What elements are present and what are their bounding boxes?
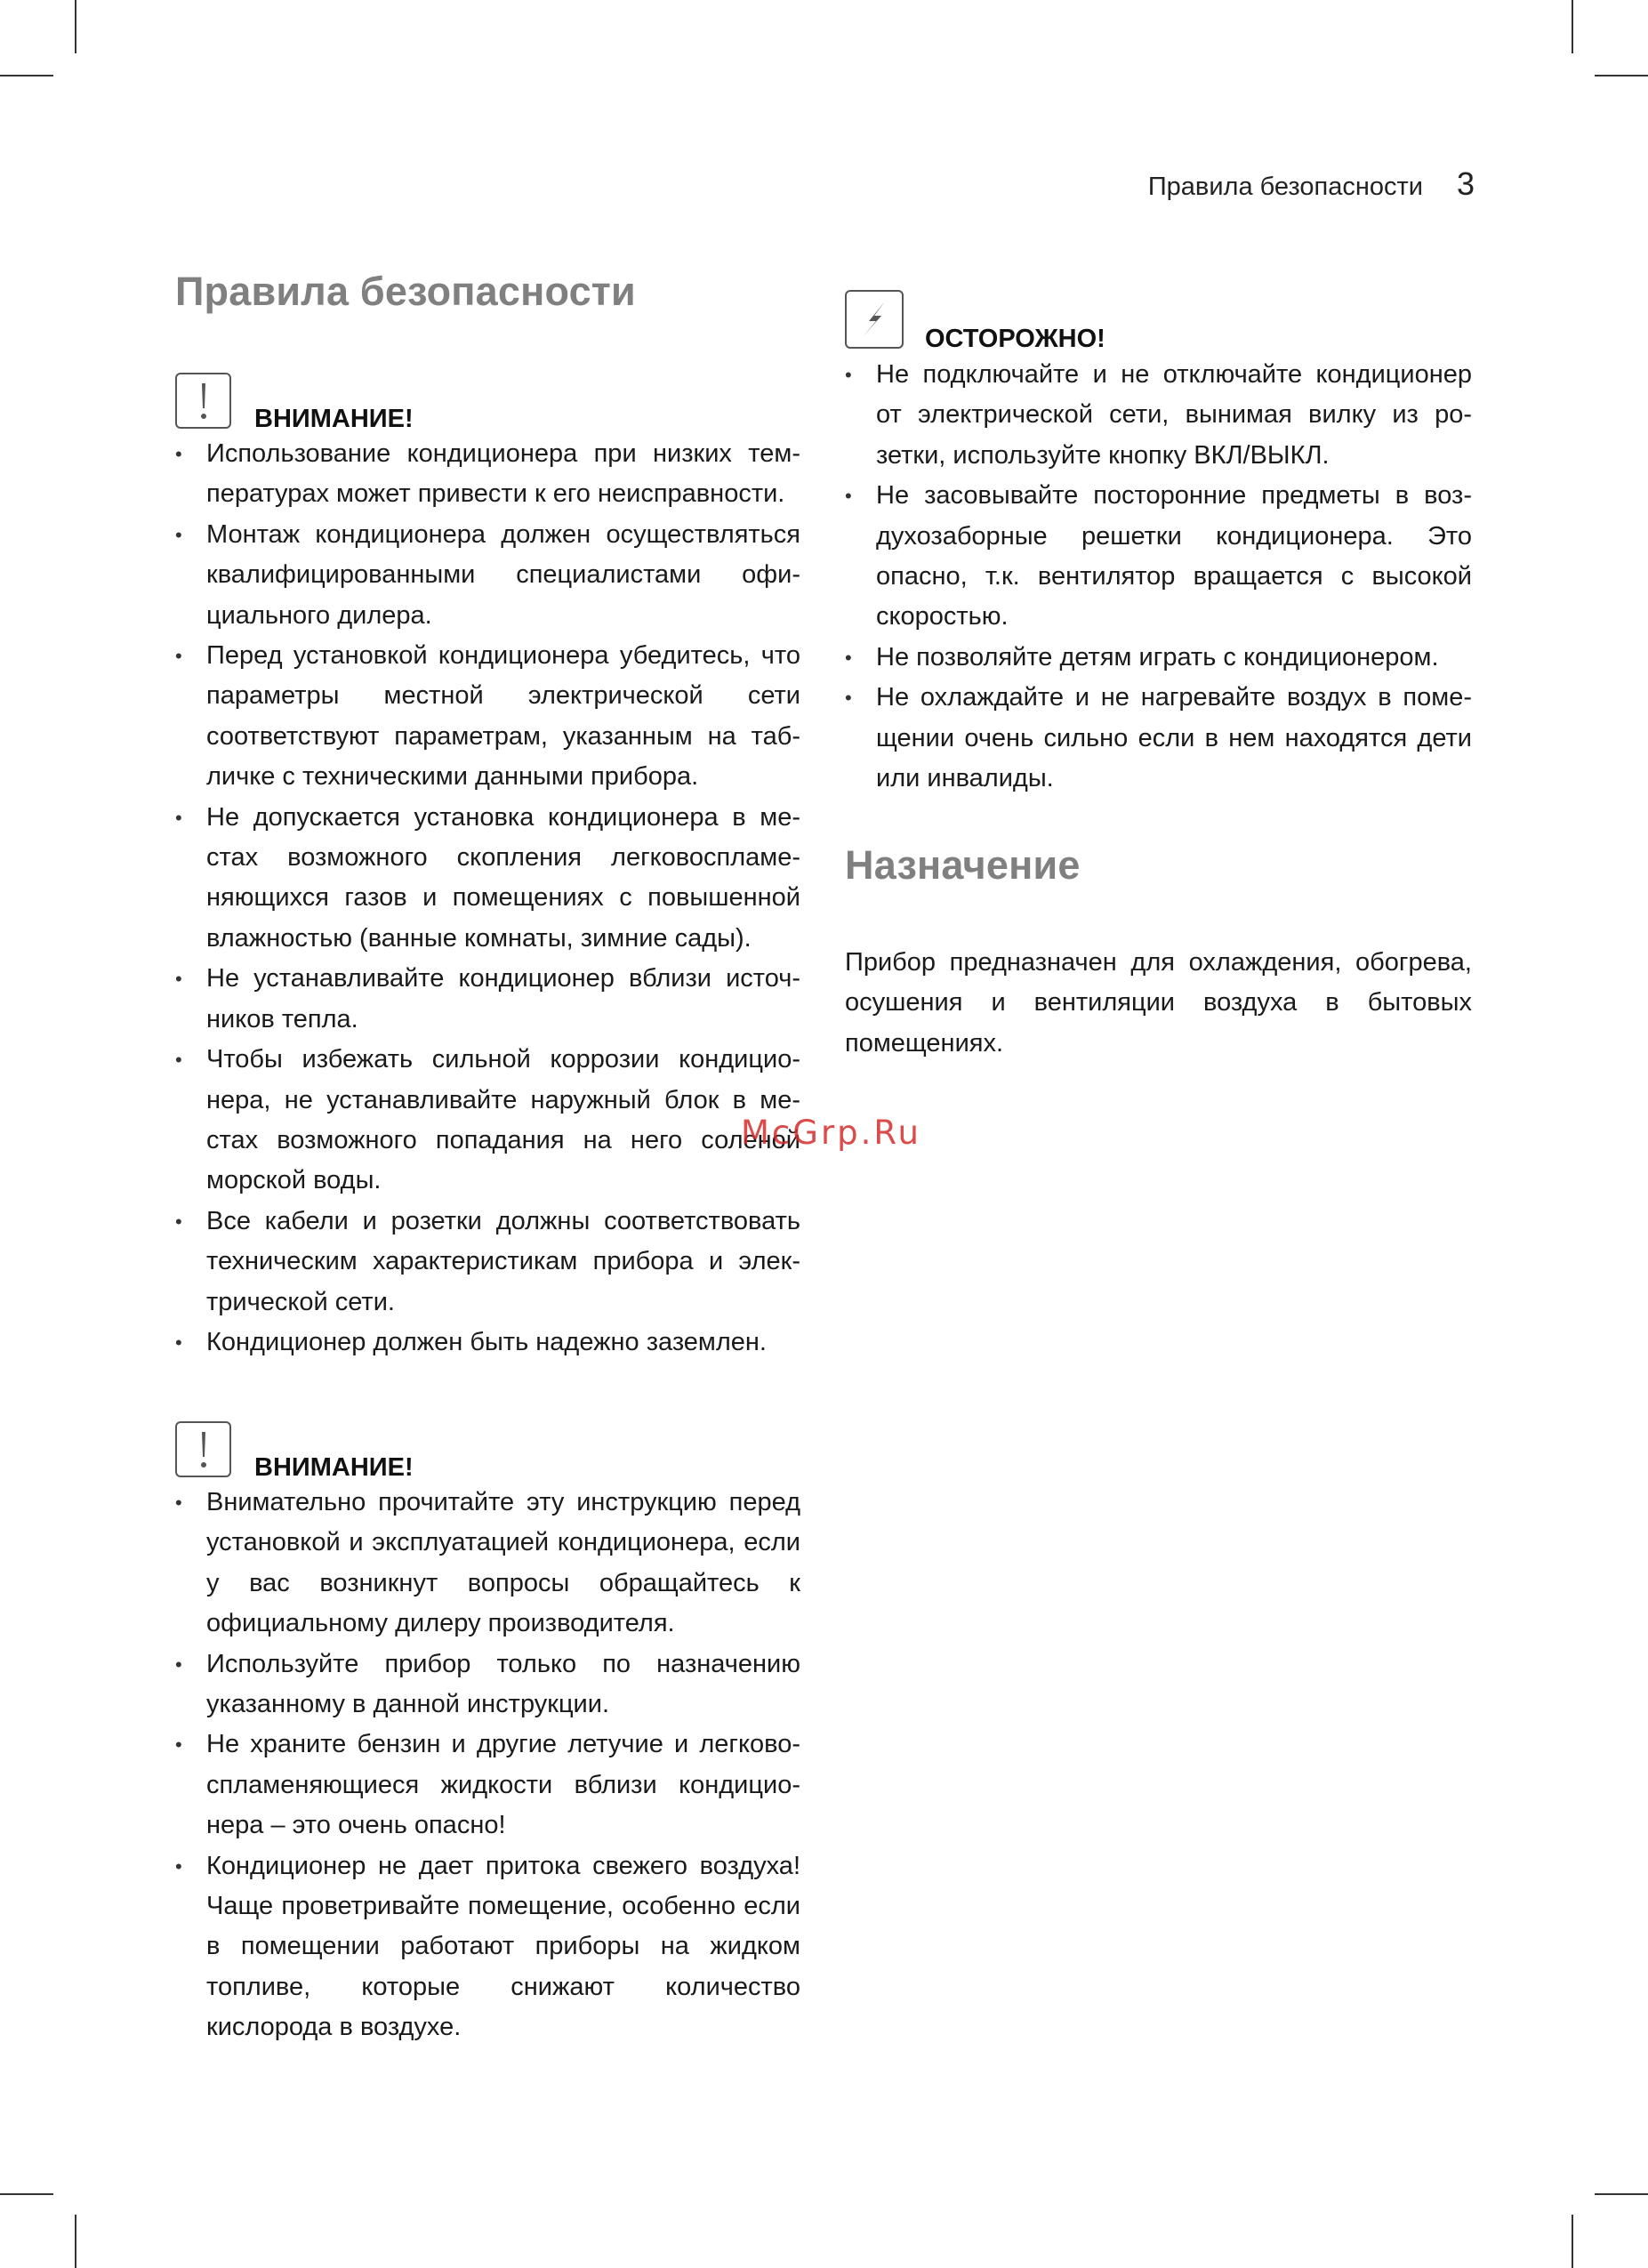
warning-list-2 bbox=[175, 1483, 800, 2048]
crop-mark bbox=[1572, 2215, 1573, 2268]
watermark: McGrp.Ru bbox=[741, 1114, 921, 1152]
crop-mark bbox=[1572, 0, 1573, 53]
crop-mark bbox=[0, 75, 53, 76]
list-item: • Кондиционер не дает притока свежего воздуха! Чаще проветривайте помещение, особенно если в помещении работают приборы на жидком топливе, которые снижают количество кислорода в воздухе. bbox=[175, 1846, 800, 2048]
running-header bbox=[1148, 165, 1475, 203]
notice-title: ВНИМАНИЕ! bbox=[254, 1453, 414, 1482]
caution-list bbox=[845, 355, 1472, 799]
list-item: • Перед установкой кондиционера убедитесь, что параметры местной электрической сети соответствуют параметрам, указанным на табличке с техническими данными прибора. bbox=[175, 636, 800, 798]
list-item: • Не подключайте и не отключайте кондиционер от электрической сети, вынимая вилку из розетки, используйте кнопку ВКЛ/ВЫКЛ. bbox=[845, 355, 1472, 476]
list-item: • Не допускается установка кондиционера в местах возможного скопления легковоспламеняющихся газов и помещениях с повышенной влажностью (ванные комнаты, зимние сады). bbox=[175, 798, 800, 960]
list-item: • Не позволяйте детям играть с кондиционером. bbox=[845, 638, 1472, 678]
section-title-purpose: Назначение bbox=[845, 842, 1081, 888]
crop-mark bbox=[75, 0, 76, 53]
crop-mark bbox=[1595, 75, 1648, 76]
notice-header bbox=[175, 1413, 800, 1482]
list-item: • Не засовывайте посторонние предметы в воздухозаборные решетки кондиционера. Это опасно, т.к. вентилятор вращается с высокой скоростью. bbox=[845, 476, 1472, 638]
crop-mark bbox=[0, 2193, 53, 2195]
list-item: • Использование кондиционера при низких температурах может привести к его неисправности. bbox=[175, 434, 800, 515]
list-item: • Монтаж кондиционера должен осуществляться квалифицированными специалистами официального дилера. bbox=[175, 515, 800, 636]
warning-notice-2 bbox=[175, 1413, 800, 2048]
crop-mark bbox=[1595, 2193, 1648, 2195]
exclamation-icon bbox=[175, 373, 231, 429]
notice-header bbox=[845, 285, 1472, 353]
running-title: Правила безопасности bbox=[1147, 173, 1423, 201]
crop-mark bbox=[75, 2215, 76, 2268]
list-item: • Не охлаждайте и не нагревайте воздух в помещении очень сильно если в нем находятся дети или инвалиды. bbox=[845, 678, 1472, 799]
list-item: • Все кабели и розетки должны соответствовать техническим характеристикам прибора и электрической сети. bbox=[175, 1202, 800, 1323]
page-number: 3 bbox=[1456, 165, 1475, 202]
section-title-safety: Правила безопасности bbox=[175, 269, 636, 314]
notice-title: ВНИМАНИЕ! bbox=[254, 405, 414, 433]
list-item: • Не храните бензин и другие летучие и легковоспламеняющиеся жидкости вблизи кондиционера – это очень опасно! bbox=[175, 1725, 800, 1846]
caution-notice bbox=[845, 285, 1472, 799]
list-item: • Чтобы избежать сильной коррозии кондиционера, не устанавливайте наружный блок в местах возможного попадания на него соленой морской воды. bbox=[175, 1040, 800, 1202]
list-item: • Используйте прибор только по назначению указанному в данной инструкции. bbox=[175, 1645, 800, 1725]
list-item: • Кондиционер должен быть надежно заземлен. bbox=[175, 1323, 800, 1363]
notice-header bbox=[175, 365, 800, 433]
lightning-icon bbox=[845, 290, 904, 349]
notice-title: ОСТОРОЖНО! bbox=[925, 325, 1105, 353]
warning-list-1 bbox=[175, 434, 800, 1363]
list-item: • Внимательно прочитайте эту инструкцию перед установкой и эксплуатацией кондиционера, если у вас возникнут вопросы обращайтесь к официальному дилеру производителя. bbox=[175, 1483, 800, 1645]
exclamation-icon bbox=[175, 1421, 231, 1477]
list-item: • Не устанавливайте кондиционер вблизи источников тепла. bbox=[175, 959, 800, 1040]
warning-notice-1 bbox=[175, 365, 800, 1363]
purpose-paragraph: Прибор предназначен для охлаждения, обогрева, осушения и вентиляции воздуха в бытовых помещениях. bbox=[845, 948, 1472, 1058]
